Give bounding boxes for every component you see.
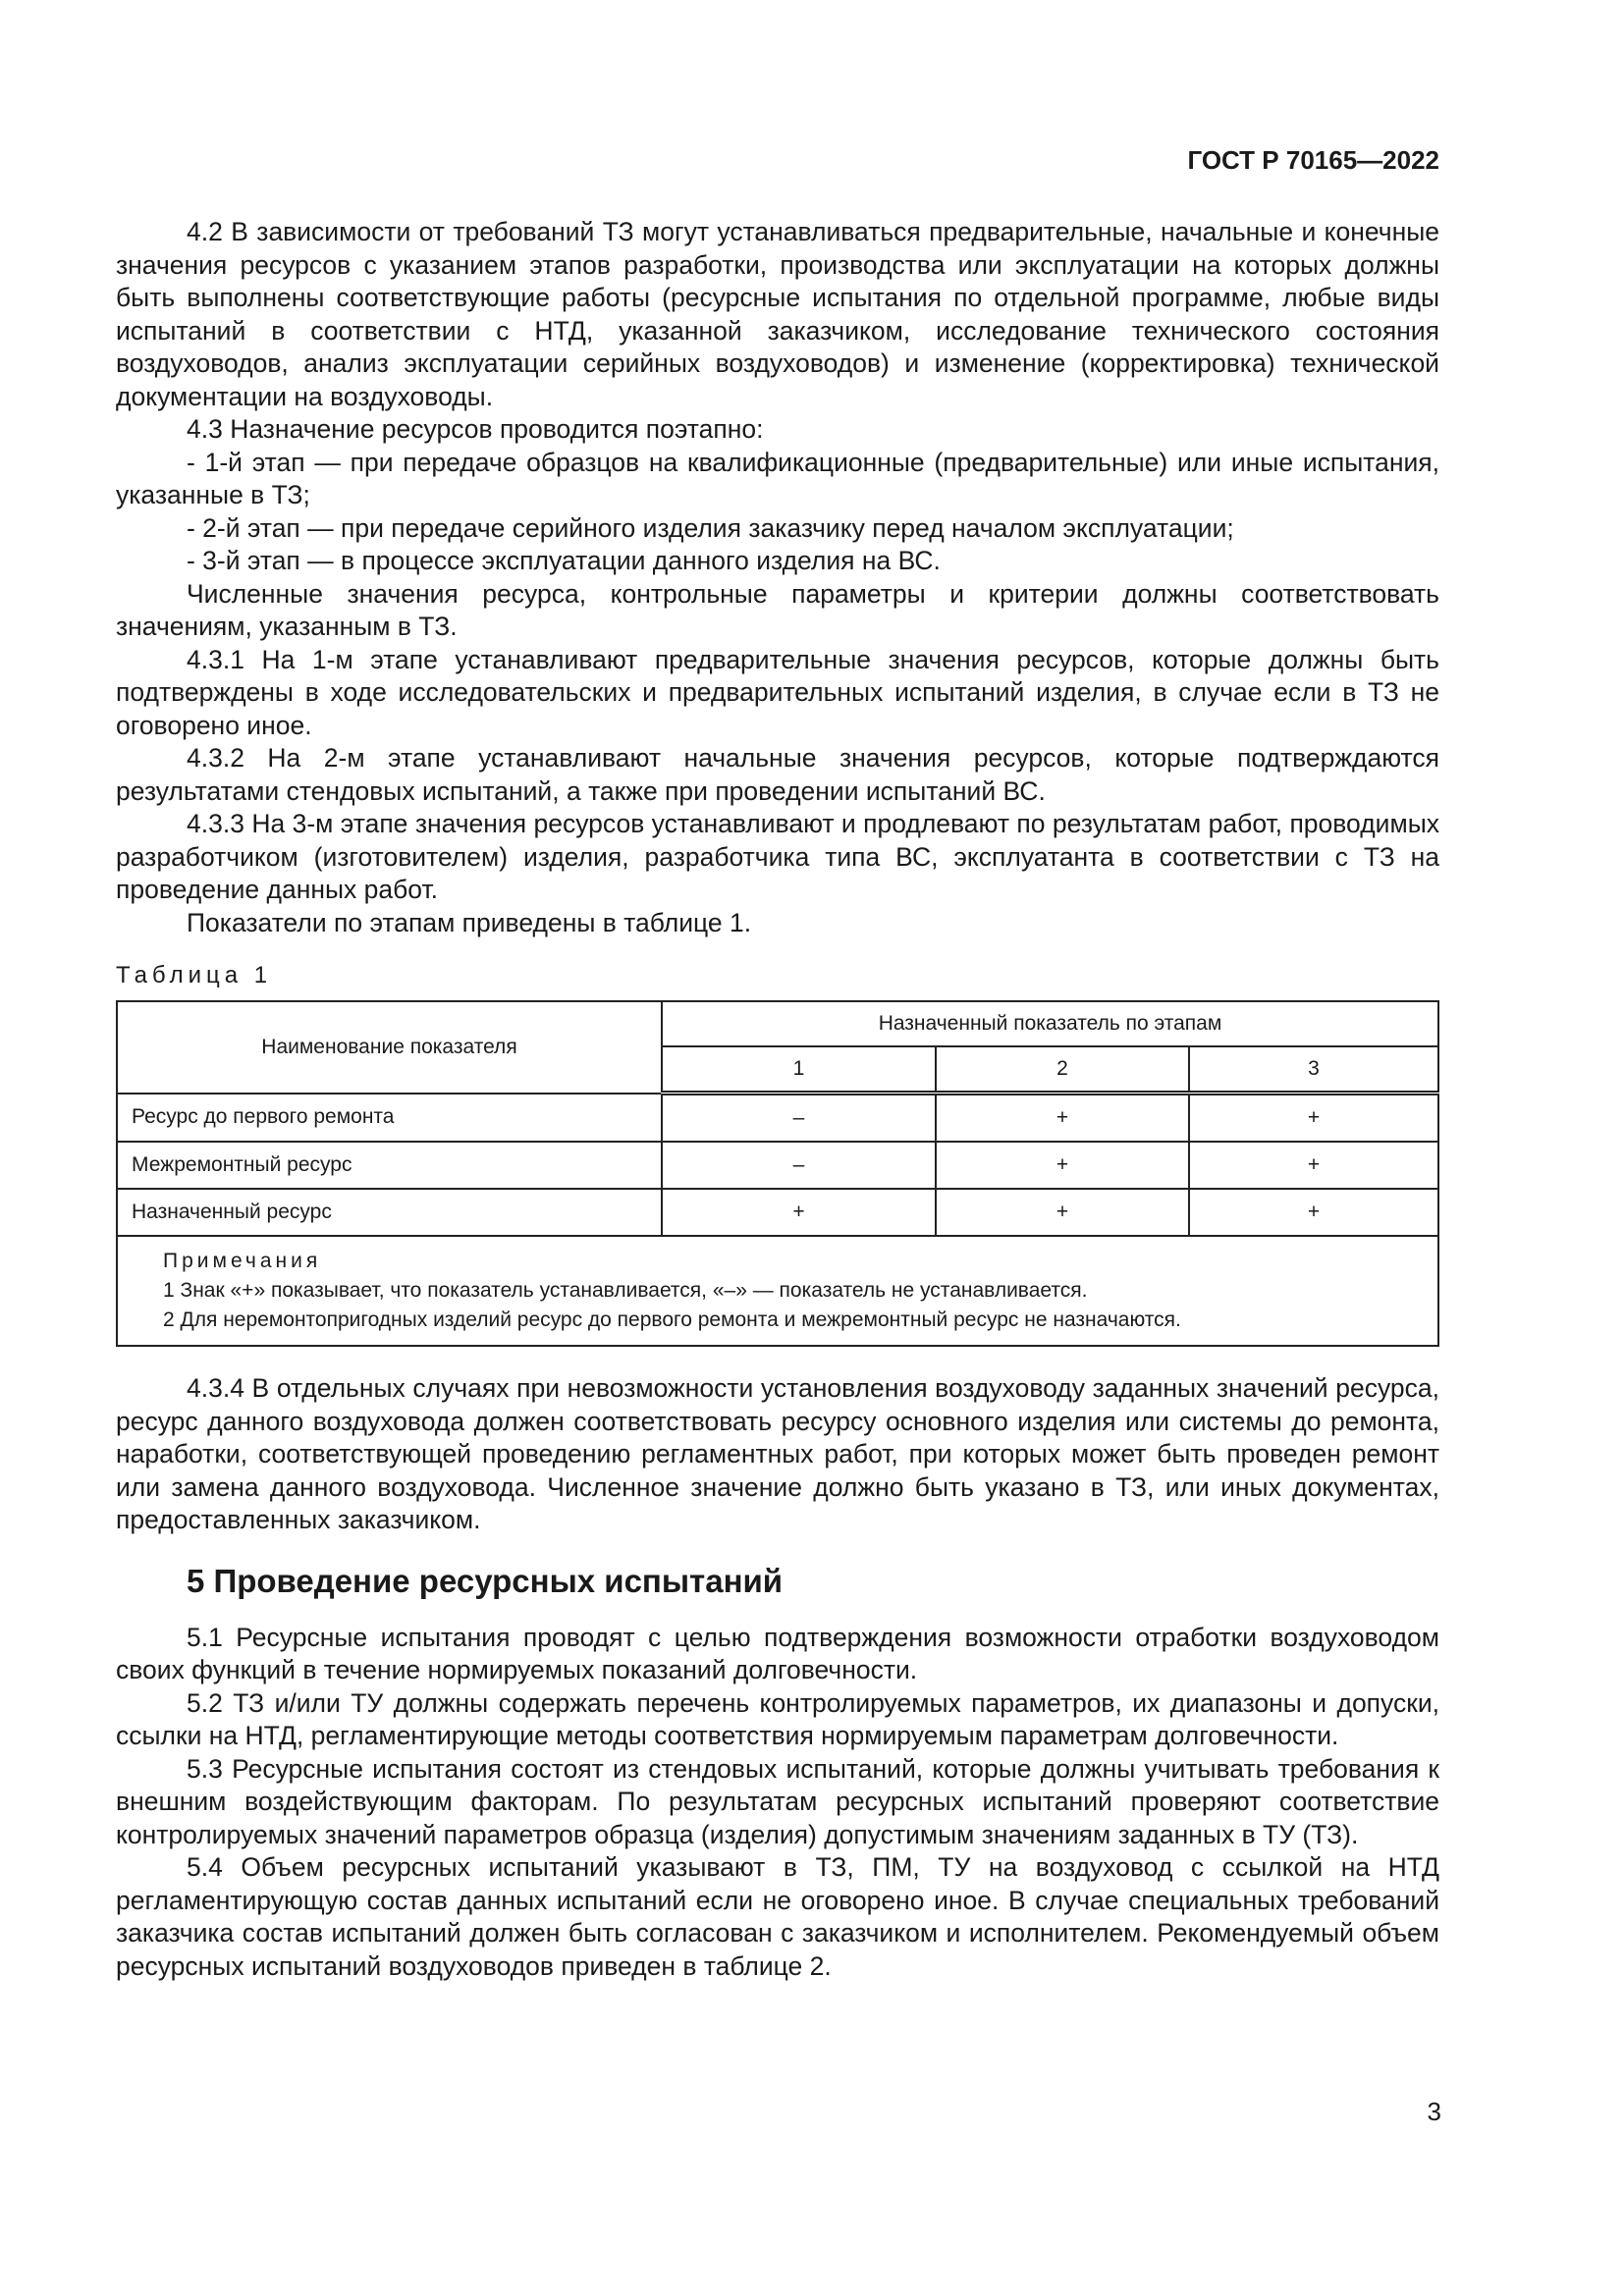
table-notes <box>117 1236 1438 1346</box>
table-cell-value: + <box>936 1142 1189 1189</box>
paragraph-4-3-3: 4.3.3 На 3-м этапе значения ресурсов устанавливают и продлевают по результатам работ, проводимых разработчиком (изготовителем) изделия, разработчика типа ВС, эксплуатанта в соответствии с ТЗ на проведение данных работ. <box>116 809 1439 904</box>
table-cell-name: Межремонтный ресурс <box>117 1142 662 1189</box>
table-row <box>117 1142 1438 1189</box>
table-note-1: 1 Знак «+» показывает, что показатель устанавливается, «–» — показатель не устанавливается. <box>163 1279 1088 1302</box>
paragraph-numeric-values: Численные значения ресурса, контрольные параметры и критерии должны соответствовать значениям, указанным в ТЗ. <box>116 578 1439 641</box>
table-cell-value: – <box>662 1142 936 1189</box>
list-item-stage-1: - 1-й этап — при передаче образцов на квалификационные (предварительные) или иные испытания, указанные в ТЗ; <box>116 447 1439 509</box>
table-header-indicator-name: Наименование показателя <box>117 1001 662 1094</box>
paragraph-5-3: 5.3 Ресурсные испытания состоят из стендовых испытаний, которые должны учитывать требования к внешним воздействующим факторам. По результатам ресурсных испытаний проверяют соответствие контролируемых значений параметров образца (изделия) допустимым значениям заданных в ТУ (ТЗ). <box>116 1753 1439 1849</box>
table-1 <box>116 1000 1439 1347</box>
paragraph-4-3: 4.3 Назначение ресурсов проводится поэтапно: <box>187 414 764 444</box>
paragraph-4-3-2: 4.3.2 На 2-м этапе устанавливают начальные значения ресурсов, которые подтверждаются результатами стендовых испытаний, а также при проведении испытаний ВС. <box>116 743 1439 806</box>
table-1-caption: Таблица 1 <box>116 962 273 988</box>
table-cell-value: + <box>1189 1094 1438 1143</box>
spacer <box>116 1347 1439 1372</box>
table-note-2: 2 Для неремонтопригодных изделий ресурс до первого ремонта и межремонтный ресурс не назначаются. <box>163 1308 1181 1331</box>
section-5-heading: 5 Проведение ресурсных испытаний <box>187 1562 784 1599</box>
table-cell-value: + <box>1189 1142 1438 1189</box>
list-item-stage-2: - 2-й этап — при передаче серийного изделия заказчику перед началом эксплуатации; <box>187 512 1234 543</box>
document-code-header: ГОСТ Р 70165—2022 <box>1187 145 1439 175</box>
table-row <box>117 1189 1438 1236</box>
table-cell-value: + <box>936 1189 1189 1236</box>
table-header-stage-1: 1 <box>662 1046 936 1094</box>
page-content <box>116 216 1439 1983</box>
list-item-stage-3: - 3-й этап — в процессе эксплуатации данного изделия на ВС. <box>187 546 941 575</box>
table-cell-name: Ресурс до первого ремонта <box>117 1094 662 1143</box>
table-header-stage-3: 3 <box>1189 1046 1438 1094</box>
table-cell-value: + <box>1189 1189 1438 1236</box>
table-cell-value: – <box>662 1094 936 1143</box>
paragraph-5-1: 5.1 Ресурсные испытания проводят с целью подтверждения возможности отработки воздуховодом своих функций в течение нормируемых показаний долговечности. <box>116 1622 1439 1684</box>
table-cell-name: Назначенный ресурс <box>117 1189 662 1236</box>
paragraph-4-3-4: 4.3.4 В отдельных случаях при невозможности установления воздуховоду заданных значений ресурса, ресурс данного воздуховода должен соответствовать ресурсу основного изделия или системы до ремонта, наработки, соответствующей проведению регламентных работ, при которых может быть проведен ремонт или замена данного воздуховода. Численное значение должно быть указано в ТЗ, или иных документах, предоставленных заказчиком. <box>116 1373 1439 1534</box>
paragraph-5-4: 5.4 Объем ресурсных испытаний указывают в ТЗ, ПМ, ТУ на воздуховод с ссылкой на НТД регламентирующую состав данных испытаний если не оговорено иное. В случае специальных требований заказчика состав испытаний должен быть согласован с заказчиком и исполнителем. Рекомендуемый объем ресурсных испытаний воздуховодов приведен в таблице 2. <box>116 1852 1439 1981</box>
table-header-stages: Назначенный показатель по этапам <box>662 1001 1438 1046</box>
table-row <box>117 1094 1438 1143</box>
paragraph-5-2: 5.2 ТЗ и/или ТУ должны содержать перечень контролируемых параметров, их диапазоны и допуски, ссылки на НТД, регламентирующие методы соответствия нормируемым параметрам долговечности. <box>116 1687 1439 1750</box>
table-header-stage-2: 2 <box>936 1046 1189 1094</box>
table-cell-value: + <box>936 1094 1189 1143</box>
paragraph-4-3-1: 4.3.1 На 1-м этапе устанавливают предварительные значения ресурсов, которые должны быть подтверждены в ходе исследовательских и предварительных испытаний изделия, в случае если в ТЗ не оговорено иное. <box>116 644 1439 740</box>
paragraph-table-reference: Показатели по этапам приведены в таблице 1. <box>187 907 752 937</box>
paragraph-4-2: 4.2 В зависимости от требований ТЗ могут устанавливаться предварительные, начальные и конечные значения ресурсов с указанием этапов разработки, производства или эксплуатации на которых должны быть выполнены соответствующие работы (ресурсные испытания по отдельной программе, любые виды испытаний в соответствии с НТД, указанной заказчиком, исследование технического состояния воздуховодов, анализ эксплуатации серийных воздуховодов) и изменение (корректировка) технической документации на воздуховоды. <box>116 217 1439 411</box>
table-notes-title: Примечания <box>163 1250 322 1272</box>
table-cell-value: + <box>662 1189 936 1236</box>
table-notes-row <box>117 1236 1438 1346</box>
page-number: 3 <box>1427 2097 1441 2126</box>
